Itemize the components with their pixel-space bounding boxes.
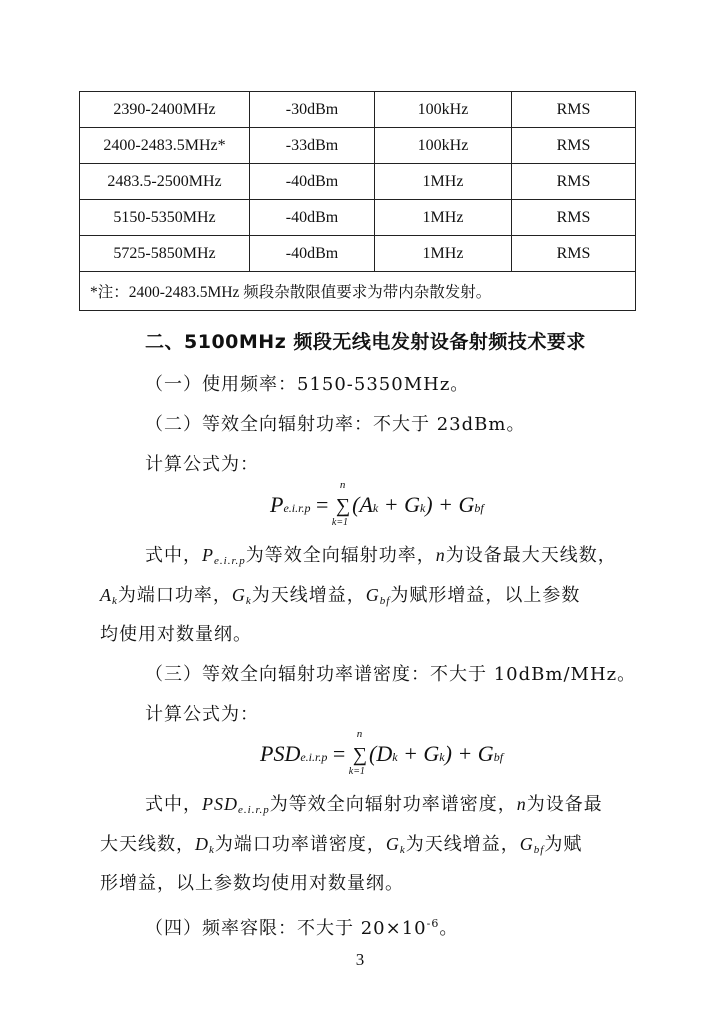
symbol-subscript: k xyxy=(209,844,215,856)
formula-symbol: (D xyxy=(369,741,393,766)
table-cell: 100kHz xyxy=(375,128,512,164)
table-row xyxy=(80,128,636,164)
text: 式中， xyxy=(145,545,202,566)
formula-symbol: ) + G xyxy=(444,741,494,766)
table-row xyxy=(80,164,636,200)
summation-upper: n xyxy=(356,728,363,740)
table-cell: 100kHz xyxy=(375,92,512,128)
text: 大天线数， xyxy=(100,834,195,855)
table-cell: RMS xyxy=(512,164,636,200)
symbol: n xyxy=(516,794,527,814)
text: （四）频率容限：不大于 20×10 xyxy=(145,918,427,939)
text: 。 xyxy=(439,918,459,939)
table-cell: RMS xyxy=(512,128,636,164)
symbol: P xyxy=(202,545,214,565)
symbol-subscript: k xyxy=(399,844,406,856)
text: 为天线增益， xyxy=(405,834,520,855)
text: 为天线增益， xyxy=(251,585,366,606)
psd-description-line3: 形增益，以上参数均使用对数量纲。 xyxy=(100,873,404,894)
symbol-subscript: k xyxy=(112,595,118,607)
eirp-description-line2 xyxy=(100,583,580,613)
table-cell: -33dBm xyxy=(250,128,375,164)
table-row xyxy=(80,92,636,128)
exponent: -6 xyxy=(426,917,440,930)
symbol: G xyxy=(231,585,246,605)
section-heading: 二、5100MHz 频段无线电发射设备射频技术要求 xyxy=(145,331,586,353)
text: 为端口功率谱密度， xyxy=(214,834,386,855)
table-cell: 1MHz xyxy=(375,236,512,272)
symbol: A xyxy=(100,585,112,605)
symbol-subscript: k xyxy=(245,595,252,607)
formula-subscript: k xyxy=(419,501,426,515)
table-cell: RMS xyxy=(512,92,636,128)
table-cell: -40dBm xyxy=(250,200,375,236)
text: 为端口功率， xyxy=(117,585,232,606)
item-frequency: （一）使用频率：5150-5350MHz。 xyxy=(145,374,470,395)
formula-subscript: bf xyxy=(474,501,484,515)
symbol: PSD xyxy=(202,794,238,814)
page-number: 3 xyxy=(355,950,365,969)
symbol: D xyxy=(195,834,209,854)
psd-description-line2 xyxy=(100,832,582,862)
symbol-subscript: e.i.r.p xyxy=(238,804,270,816)
formula-intro-2: 计算公式为： xyxy=(145,704,259,725)
formula-symbol: ) + G xyxy=(425,492,475,517)
item-frequency-tolerance xyxy=(145,912,458,941)
formula-symbol: + G xyxy=(378,492,420,517)
formula-symbol: (A xyxy=(352,492,373,517)
table-cell: RMS xyxy=(512,236,636,272)
text: 为等效全向辐射功率谱密度， xyxy=(269,794,517,815)
symbol: G xyxy=(519,834,534,854)
formula-symbol: = xyxy=(310,492,334,517)
table-cell: 2483.5-2500MHz xyxy=(80,164,250,200)
text: 为设备最大天线数， xyxy=(445,545,617,566)
item-psd: （三）等效全向辐射功率谱密度：不大于 10dBm/MHz。 xyxy=(145,664,637,685)
text: 为设备最 xyxy=(526,794,603,815)
table-cell: RMS xyxy=(512,200,636,236)
summation-lower: k=1 xyxy=(331,517,349,528)
table-row xyxy=(80,200,636,236)
text: 为等效全向辐射功率， xyxy=(245,545,436,566)
table-cell: -30dBm xyxy=(250,92,375,128)
text: 为赋形增益，以上参数 xyxy=(390,585,581,606)
formula-symbol: P xyxy=(270,492,284,517)
symbol-subscript: bf xyxy=(379,595,391,607)
table-cell: -40dBm xyxy=(250,236,375,272)
eirp-formula xyxy=(270,479,484,528)
table-note-row xyxy=(80,272,636,311)
text: 式中， xyxy=(145,794,202,815)
formula-subscript: k xyxy=(392,750,398,764)
formula-symbol: + G xyxy=(397,741,440,766)
symbol-subscript: e.i.r.p xyxy=(214,555,246,567)
formula-subscript: e.i.r.p xyxy=(300,750,328,764)
table-cell: -40dBm xyxy=(250,164,375,200)
text: 为赋 xyxy=(544,834,583,855)
summation-lower: k=1 xyxy=(348,766,365,777)
eirp-description-line1 xyxy=(145,543,617,573)
formula-symbol: PSD xyxy=(260,741,301,766)
table-cell: 1MHz xyxy=(375,164,512,200)
symbol: G xyxy=(385,834,400,854)
symbol: G xyxy=(365,585,380,605)
symbol: n xyxy=(435,545,446,565)
table-cell: 2400-2483.5MHz* xyxy=(80,128,250,164)
psd-description-line1 xyxy=(145,792,603,822)
psd-formula xyxy=(260,728,504,777)
formula-subscript: bf xyxy=(493,750,504,764)
table-cell: 1MHz xyxy=(375,200,512,236)
eirp-description-line3: 均使用对数量纲。 xyxy=(100,624,252,645)
summation-sign: ∑ n k=1 xyxy=(331,479,351,528)
formula-symbol: = xyxy=(327,741,351,766)
summation-upper: n xyxy=(339,479,346,491)
item-eirp: （二）等效全向辐射功率：不大于 23dBm。 xyxy=(145,414,526,435)
formula-subscript: k xyxy=(372,501,379,515)
table-cell: 5150-5350MHz xyxy=(80,200,250,236)
symbol-subscript: bf xyxy=(533,844,545,856)
table-note: *注：2400-2483.5MHz 频段杂散限值要求为带内杂散发射。 xyxy=(80,272,636,311)
formula-subscript: k xyxy=(439,750,445,764)
table-cell: 5725-5850MHz xyxy=(80,236,250,272)
formula-intro-1: 计算公式为： xyxy=(145,454,259,475)
table-row xyxy=(80,236,636,272)
formula-subscript: e.i.r.p xyxy=(283,501,311,515)
summation-sign: ∑ n k=1 xyxy=(348,728,368,777)
table-cell: 2390-2400MHz xyxy=(80,92,250,128)
spurious-limits-table xyxy=(79,91,636,311)
